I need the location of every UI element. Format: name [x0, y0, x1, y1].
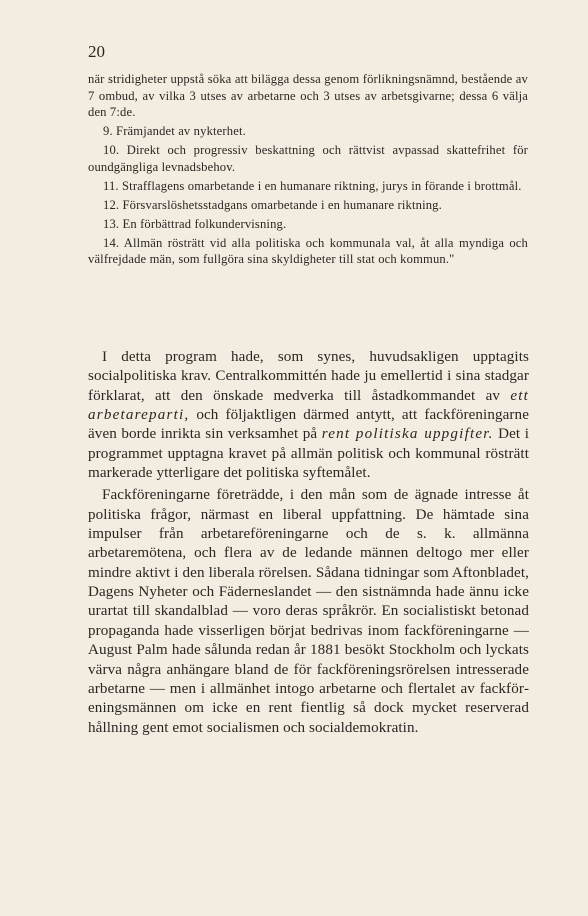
- paragraph-trade-unions: Fackföreningarne företrädde, i den mån som de ägnade intresse åt politiska frågor, närmast en liberal uppfattning. De hämtade sina impulser från arbetareföreningarne och de s. k. allmänna arbetaremötena, och flera av de ledande männen deltogo mer eller mindre aktivt i den liberala rörelsen. Sådana tidningar som Aftonbladet, Dagens Nyheter och Fäderneslandet — den sistnämnda hade ännu icke urartat till skandalblad — voro deras språkrör. En socialistiskt betonad propaganda hade visserligen börjat bedrivas inom fackföreningarne — August Palm hade sålunda redan år 1881 besökt Stockholm och lyckats värva några anhängare bland de för fackföreningsrörelsen intresserade arbetarne — men i allmänhet intogo arbetarne och flertalet av fackföreningsmännen om icke en rent fientlig så dock mycket reserverad hållning gent emot socialismen och socialdemokratin.: [88, 487, 529, 736]
- paragraph-text: I detta program hade, som synes, huvudsakligen upptagits socialpolitiska krav. Centralkommittén hade ju emellertid i sina stadgar förklarat, att den önskade medverka till åstadkommandet av: [88, 349, 529, 404]
- quoted-program: [88, 71, 528, 268]
- program-item-14: 14. Allmän rösträtt vid alla politiska och kommunala val, åt alla myndiga och välfrejdade män, som fullgöra sina skyldigheter till stat och kommun.": [88, 235, 528, 266]
- paragraph-text: Det i programmet upptagna kravet på allmän politisk och kommunal rösträtt markerade ytterligare det politiska syftemålet.: [88, 426, 529, 482]
- paragraph-program-analysis: [88, 348, 529, 483]
- quote-intro: när stridigheter uppstå söka att bilägga dessa genom förlikningsnämnd, bestående av 7 ombud, av vilka 3 utses av arbetarne och 3 utses av arbetsgivarne; dessa 6 välja den 7:de.: [88, 72, 528, 119]
- program-item-12: 12. Försvarslöshetsstadgans omarbetande i en humanare riktning.: [103, 197, 442, 212]
- program-item-9: 9. Främjandet av nykterhet.: [103, 124, 246, 138]
- program-item-11: 11. Strafflagens omarbetande i en humanare riktning, jurys in förande i brottmål.: [103, 178, 522, 193]
- body-text: [88, 348, 529, 738]
- paragraph-text: och följaktligen därmed antytt, att fackföreningarne även borde inrikta sin verksamhet på: [88, 407, 529, 443]
- program-item-10: 10. Direkt och progressiv beskattning och rättvist avpassad skattefrihet för oundgängliga levnadsbehov.: [88, 143, 528, 174]
- page-number: 20: [88, 42, 105, 61]
- emphasis-text: ett arbetareparti,: [88, 387, 529, 424]
- emphasis-text: rent politiska uppgifter.: [321, 426, 494, 443]
- program-item-13: 13. En förbättrad folkundervisning.: [103, 216, 287, 231]
